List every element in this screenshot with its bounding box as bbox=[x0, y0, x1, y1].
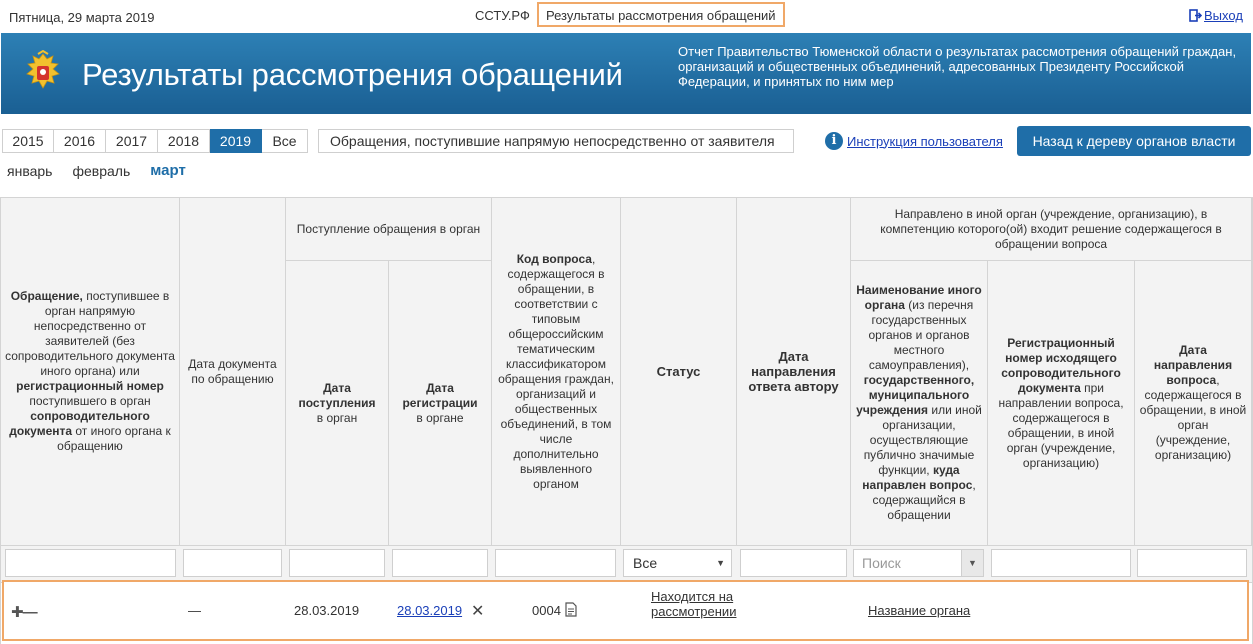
col-question-code-header bbox=[492, 198, 621, 546]
col8-part: куда направлен вопрос bbox=[862, 463, 973, 492]
year-tab-1[interactable]: 2016 bbox=[54, 129, 106, 153]
col10-part: , содержащегося в обращении, в иной орган (учреждение, организацию) bbox=[1139, 373, 1247, 462]
row-doc-date: — bbox=[188, 603, 201, 618]
col8-part: , содержащийся в обращении bbox=[872, 478, 976, 522]
row-registration-date-link[interactable]: 28.03.2019 bbox=[397, 603, 463, 618]
group-receipt-header: Поступление обращения в орган bbox=[286, 198, 492, 261]
col-doc-date-header: Дата документа по обращению bbox=[180, 198, 286, 546]
answer-date-filter-input[interactable] bbox=[740, 549, 847, 577]
col-registration-date-title: Дата регистрации bbox=[402, 380, 478, 410]
col-answer-date-title: Дата направления ответа автору bbox=[748, 349, 839, 394]
current-page-link[interactable]: Результаты рассмотрения обращений bbox=[537, 2, 785, 27]
col-other-org-header bbox=[851, 261, 988, 546]
expand-collapse-icon[interactable]: ✚— bbox=[11, 604, 37, 621]
status-filter-select[interactable] bbox=[623, 549, 732, 577]
col-appeal-header bbox=[1, 198, 180, 546]
doc-date-filter-input[interactable] bbox=[183, 549, 282, 577]
col1-part: сопроводительного документа bbox=[9, 409, 150, 438]
table-row bbox=[2, 580, 1249, 641]
col1-part: Обращение, bbox=[10, 289, 83, 303]
registration-date-filter-input[interactable] bbox=[392, 549, 488, 577]
outgoing-number-filter-input[interactable] bbox=[991, 549, 1131, 577]
col8-part: или иной организации, осуществляющие публично значимые функции, bbox=[863, 403, 982, 477]
page-title: Результаты рассмотрения обращений bbox=[82, 57, 623, 92]
col-outgoing-number-header bbox=[988, 261, 1135, 546]
year-tab-0[interactable]: 2015 bbox=[2, 129, 54, 153]
code-filter-input[interactable] bbox=[495, 549, 616, 577]
top-bar bbox=[0, 0, 1253, 30]
col-redirect-date-header bbox=[1135, 261, 1252, 546]
col-receipt-date-header bbox=[286, 261, 389, 546]
redirect-date-filter-input[interactable] bbox=[1137, 549, 1247, 577]
col-question-code-sub: , содержащегося в обращении, в соответствии с типовым общероссийским тематическим классификатором обращения граждан, организаций и общественных объединений, в том числе дополнительно выявленного органом bbox=[498, 251, 614, 491]
site-link[interactable]: ССТУ.РФ bbox=[475, 8, 530, 23]
col1-text bbox=[5, 289, 175, 454]
col-receipt-date-title: Дата поступления bbox=[298, 380, 376, 410]
coat-of-arms-icon bbox=[20, 50, 66, 96]
year-tab-2[interactable]: 2017 bbox=[106, 129, 158, 153]
col8-part: Наименование иного органа bbox=[856, 283, 982, 312]
month-tabs bbox=[7, 163, 186, 179]
col1-part: регистрационный номер bbox=[16, 379, 164, 393]
remove-icon[interactable]: ✕ bbox=[471, 603, 485, 620]
col1-part: поступившего в орган bbox=[29, 394, 151, 408]
logout-label[interactable]: Выход bbox=[1204, 8, 1243, 23]
year-tab-3[interactable]: 2018 bbox=[158, 129, 210, 153]
row-question-code: 0004 bbox=[532, 603, 561, 618]
page-header bbox=[1, 33, 1251, 114]
col9-text bbox=[992, 336, 1130, 471]
col-registration-date-header bbox=[389, 261, 492, 546]
status-filter-value: Все bbox=[633, 555, 658, 571]
month-tab-0[interactable]: январь bbox=[7, 163, 53, 179]
col8-part: (из перечня государственных органов и органов местного самоуправления), bbox=[868, 298, 974, 372]
org-search-input[interactable] bbox=[853, 549, 984, 577]
info-icon: i bbox=[825, 132, 843, 150]
col-receipt-date-sub: в орган bbox=[316, 410, 358, 425]
month-tab-2[interactable]: март bbox=[150, 162, 186, 179]
instruction-link[interactable]: Инструкция пользователя bbox=[847, 133, 1003, 149]
logout-link[interactable] bbox=[1189, 8, 1243, 23]
col-answer-date-header bbox=[737, 198, 851, 546]
source-filter[interactable]: Обращения, поступившие напрямую непосредственно от заявителя bbox=[318, 129, 794, 153]
col-registration-date-sub: в органе bbox=[416, 410, 464, 425]
appeal-filter-input[interactable] bbox=[5, 549, 176, 577]
report-description: Отчет Правительство Тюменской области о результатах рассмотрения обращений граждан, организаций и общественных объединений, адресованных Президенту Российской Федерации, и принятых по ним мер bbox=[678, 44, 1237, 89]
col-status-header bbox=[621, 198, 737, 546]
col8-part: государственного, муниципального учреждения bbox=[856, 373, 975, 417]
instruction-link-group[interactable] bbox=[825, 132, 1003, 150]
receipt-date-filter-input[interactable] bbox=[289, 549, 385, 577]
chevron-down-icon: ▼ bbox=[716, 558, 725, 568]
year-tab-4[interactable]: 2019 bbox=[210, 129, 262, 153]
col-status-title: Статус bbox=[656, 364, 701, 379]
col1-part: поступившее в орган напрямую непосредственно от заявителей (без сопроводительного документа иного органа) или bbox=[5, 289, 175, 378]
year-tab-5[interactable]: Все bbox=[262, 129, 308, 153]
col9-part: при направлении вопроса, содержащегося в обращении, в иной орган (учреждение, организацию) bbox=[998, 380, 1124, 470]
col8-text bbox=[855, 283, 983, 523]
col10-text bbox=[1139, 343, 1247, 463]
row-receipt-date: 28.03.2019 bbox=[294, 603, 360, 618]
col9-part: Регистрационный номер исходящего сопроводительного документа bbox=[1001, 335, 1121, 395]
document-icon[interactable] bbox=[565, 602, 577, 617]
row-status-link[interactable]: Находится на рассмотрении bbox=[651, 589, 737, 619]
row-org-name-link[interactable]: Название органа bbox=[868, 603, 971, 618]
month-tab-1[interactable]: февраль bbox=[72, 163, 131, 179]
year-tabs bbox=[2, 129, 308, 153]
col1-part: от иного органа к обращению bbox=[57, 424, 171, 453]
dropdown-arrow-icon[interactable]: ▼ bbox=[961, 550, 983, 576]
back-to-tree-button[interactable]: Назад к дереву органов власти bbox=[1017, 126, 1251, 156]
col-question-code-title: Код вопроса bbox=[516, 251, 592, 266]
org-search-placeholder: Поиск bbox=[862, 555, 901, 571]
current-date: Пятница, 29 марта 2019 bbox=[9, 10, 155, 25]
logout-icon bbox=[1189, 9, 1202, 22]
col10-part: Дата направления вопроса bbox=[1153, 343, 1233, 387]
group-redirect-header: Направлено в иной орган (учреждение, организацию), в компетенцию которого(ой) входит решение содержащегося в обращении вопроса bbox=[851, 198, 1252, 261]
